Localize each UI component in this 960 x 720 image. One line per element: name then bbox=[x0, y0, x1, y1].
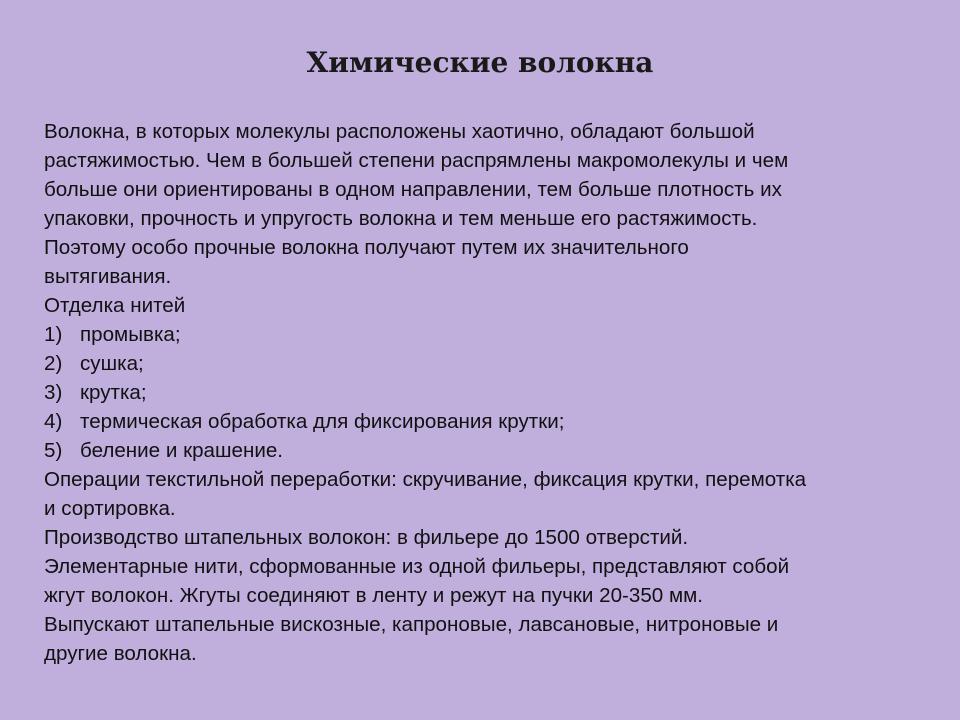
section-heading: Отделка нитей bbox=[44, 294, 186, 317]
list-item bbox=[44, 378, 944, 407]
body-line: жгут волокон. Жгуты соединяют в ленту и режут на пучки 20-350 мм. bbox=[44, 584, 703, 607]
list-number: 3) bbox=[44, 381, 63, 404]
body-line: вытягивания. bbox=[44, 265, 172, 288]
list-item bbox=[44, 436, 944, 465]
list-text: беление и крашение. bbox=[80, 439, 284, 462]
slide-title: Химические волокна bbox=[306, 46, 654, 79]
body-line: Элементарные нити, сформованные из одной фильеры, представляют собой bbox=[44, 555, 790, 578]
body-line: Поэтому особо прочные волокна получают путем их значительного bbox=[44, 236, 689, 259]
list-text: крутка; bbox=[80, 381, 147, 404]
list-text: термическая обработка для фиксирования крутки; bbox=[80, 410, 565, 433]
list-number: 2) bbox=[44, 352, 63, 375]
list-item bbox=[44, 407, 944, 436]
slide-body bbox=[44, 117, 944, 668]
list-text: сушка; bbox=[80, 352, 144, 375]
list-number: 1) bbox=[44, 323, 63, 346]
body-line: другие волокна. bbox=[44, 642, 197, 665]
body-line: Производство штапельных волокон: в фильере до 1500 отверстий. bbox=[44, 526, 689, 549]
list-number: 4) bbox=[44, 410, 63, 433]
body-line: Волокна, в которых молекулы расположены хаотично, обладают большой bbox=[44, 120, 755, 143]
list-text: промывка; bbox=[80, 323, 181, 346]
body-line: Выпускают штапельные вискозные, капроновые, лавсановые, нитроновые и bbox=[44, 613, 779, 636]
body-line: и сортировка. bbox=[44, 497, 176, 520]
list-item bbox=[44, 349, 944, 378]
body-line: Операции текстильной переработки: скручивание, фиксация крутки, перемотка bbox=[44, 468, 807, 491]
list-item bbox=[44, 320, 944, 349]
list-number: 5) bbox=[44, 439, 63, 462]
body-line: больше они ориентированы в одном направлении, тем больше плотность их bbox=[44, 178, 782, 201]
body-line: упаковки, прочность и упругость волокна и тем меньше его растяжимость. bbox=[44, 207, 758, 230]
body-line: растяжимостью. Чем в большей степени распрямлены макромолекулы и чем bbox=[44, 149, 789, 172]
